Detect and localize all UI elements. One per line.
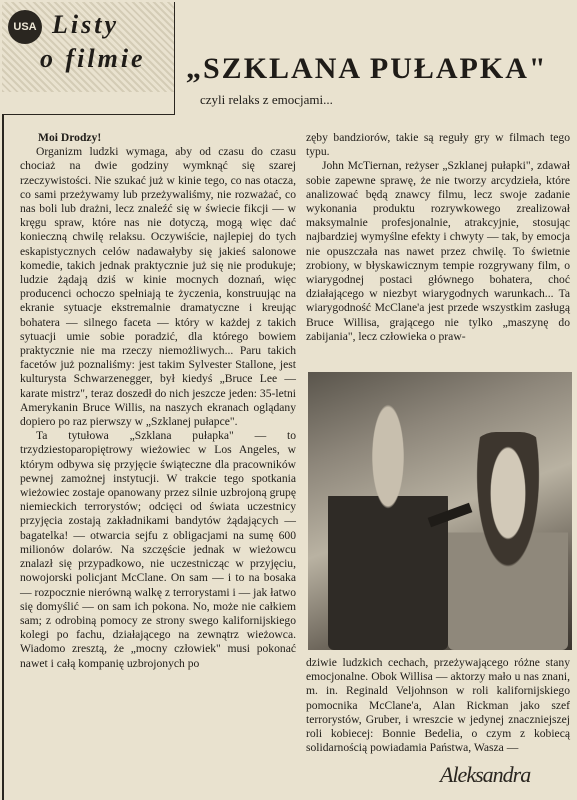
paragraph: John McTiernan, reżyser „Szklanej pułapki", zdawał sobie zapewne sprawę, że nie tworzy arcydzieła, które analizować będą znawcy filmu, lecz swoje zadanie wykonania produktu rozrywkowego zrealizował maksymalnie profesjonalnie, atrakcyjnie, stosując najbardziej wymyślne efekty i chwyty — tak, by emocja nie opuszczała nas nawet przez chwilę. To świetnie zrobiony, w błyskawicznym tempie rozgrywany film, o wiarygodnej postaci głównego bohatera, choć działającego w niezbyt wiarygodnych warunkach... Ta wiarygodność McClane'a jest przede wszystkim zasługą Bruce Willisa, grającego nie tylko „maszynę do zabijania", lecz człowieka o praw- bbox=[306, 159, 570, 343]
rubric-line-1: Listy bbox=[52, 10, 119, 39]
paragraph: dziwie ludzkich cechach, przeżywającego różne stany emocjonalne. Obok Willisa — aktorzy mało u nas znani, m. in. Reginald Veljohnson w roli kalifornijskiego pomocnika McClane'a, Alan Rickman jako szef terrorystów, Gruber, i wreszcie w jedynej znaczniejszej roli kobiecej: Bonnie Bedelia, o czym z kobiecą solidarnością powiadamia Państwa, Wasza — bbox=[306, 656, 570, 755]
paragraph: Organizm ludzki wymaga, aby od czasu do czasu chociaż na dwie godziny wymknąć się szarej rzeczywistości. Nie szukać już w kinie tego, co nas otacza, co sami przeżywamy lub przeżywaliśmy, nie rozważać, co nas boli lub drażni, lecz znaleźć się w świecie fikcji — w kręgu spraw, które nas nie dotyczą, mogą więc dać konieczną chwilę relaksu. Oczywiście, najlepiej do tych eskapistycznych celów nadawałyby się jakieś salonowe komedie, takich jednak praktycznie już się nie produkuje; ludzie żądają dziś w kinie mocnych doznań, więc producenci ochoczo spełniają te życzenia, konstruując na ekranie sytuacje ekstremalnie dramatyczne i kreując bohatera — silnego faceta — który w każdej z takich sytuacji umie sobie poradzić, dla którego bowiem praktycznie nie ma rzeczy niemożliwych... Paru takich facetów już poznaliśmy: jest takim Sylvester Stallone, jest kulturysta Schwarzenegger, był kiedyś „Bruce Lee — karate mistrz", teraz doszedł do nich jeszcze jeden: 35-letni Amerykanin Bruce Willis, na naszych ekranach oglądany dopiero po raz pierwszy w „Szklanej pułapce". bbox=[20, 145, 296, 429]
rubric-line-2: o filmie bbox=[40, 44, 146, 73]
paragraph: Ta tytułowa „Szklana pułapka" — to trzydziestoparopiętrowy wieżowiec w Los Angeles, w którym odbywa się przyjęcie świąteczne dla pracowników pewnej zamożnej instytucji. W trakcie tego spotkania wieżowiec zostaje opanowany przez silnie uzbrojoną grupę niemieckich terrorystów; odcięci od świata uczestnicy przyjęcia zostają zakładnikami bandytów żądających — bagatelka! — otwarcia sejfu z obligacjami na sumę 600 milionów dolarów. Na szczęście jednak w wieżowcu znalazł się przypadkowo, nie uczestnicząc w przyjęciu, nowojorski policjant McClane. On sam — i to na bosaka — rozpocznie nierówną walkę z terrorystami i — jak łatwo się domyślić — on sam ich pokona. No, może nie całkiem sam; z odrobiną pomocy ze strony swego kalifornijskiego kolegi po fachu, działającego na zewnątrz wieżowca. Wiadomo zresztą, że „mocny człowiek" musi pokonać nawet i całą kompanię uzbrojonych po bbox=[20, 429, 296, 670]
right-column-bottom bbox=[306, 656, 570, 755]
paragraph: zęby bandziorów, takie są reguły gry w filmach tego typu. bbox=[306, 131, 570, 159]
usa-badge: USA bbox=[8, 10, 42, 44]
salutation: Moi Drodzy! bbox=[38, 131, 102, 144]
film-still-photo bbox=[308, 372, 572, 650]
headline: „SZKLANA PUŁAPKA" bbox=[186, 52, 548, 85]
column-rubric bbox=[2, 2, 175, 115]
rubric-title bbox=[40, 8, 172, 76]
actress-figure bbox=[448, 432, 568, 650]
left-column bbox=[20, 131, 296, 671]
subheadline: czyli relaks z emocjami... bbox=[200, 92, 333, 107]
right-column-top bbox=[306, 131, 570, 344]
author-signature: Aleksandra bbox=[440, 762, 531, 787]
left-border-rule bbox=[2, 114, 4, 800]
